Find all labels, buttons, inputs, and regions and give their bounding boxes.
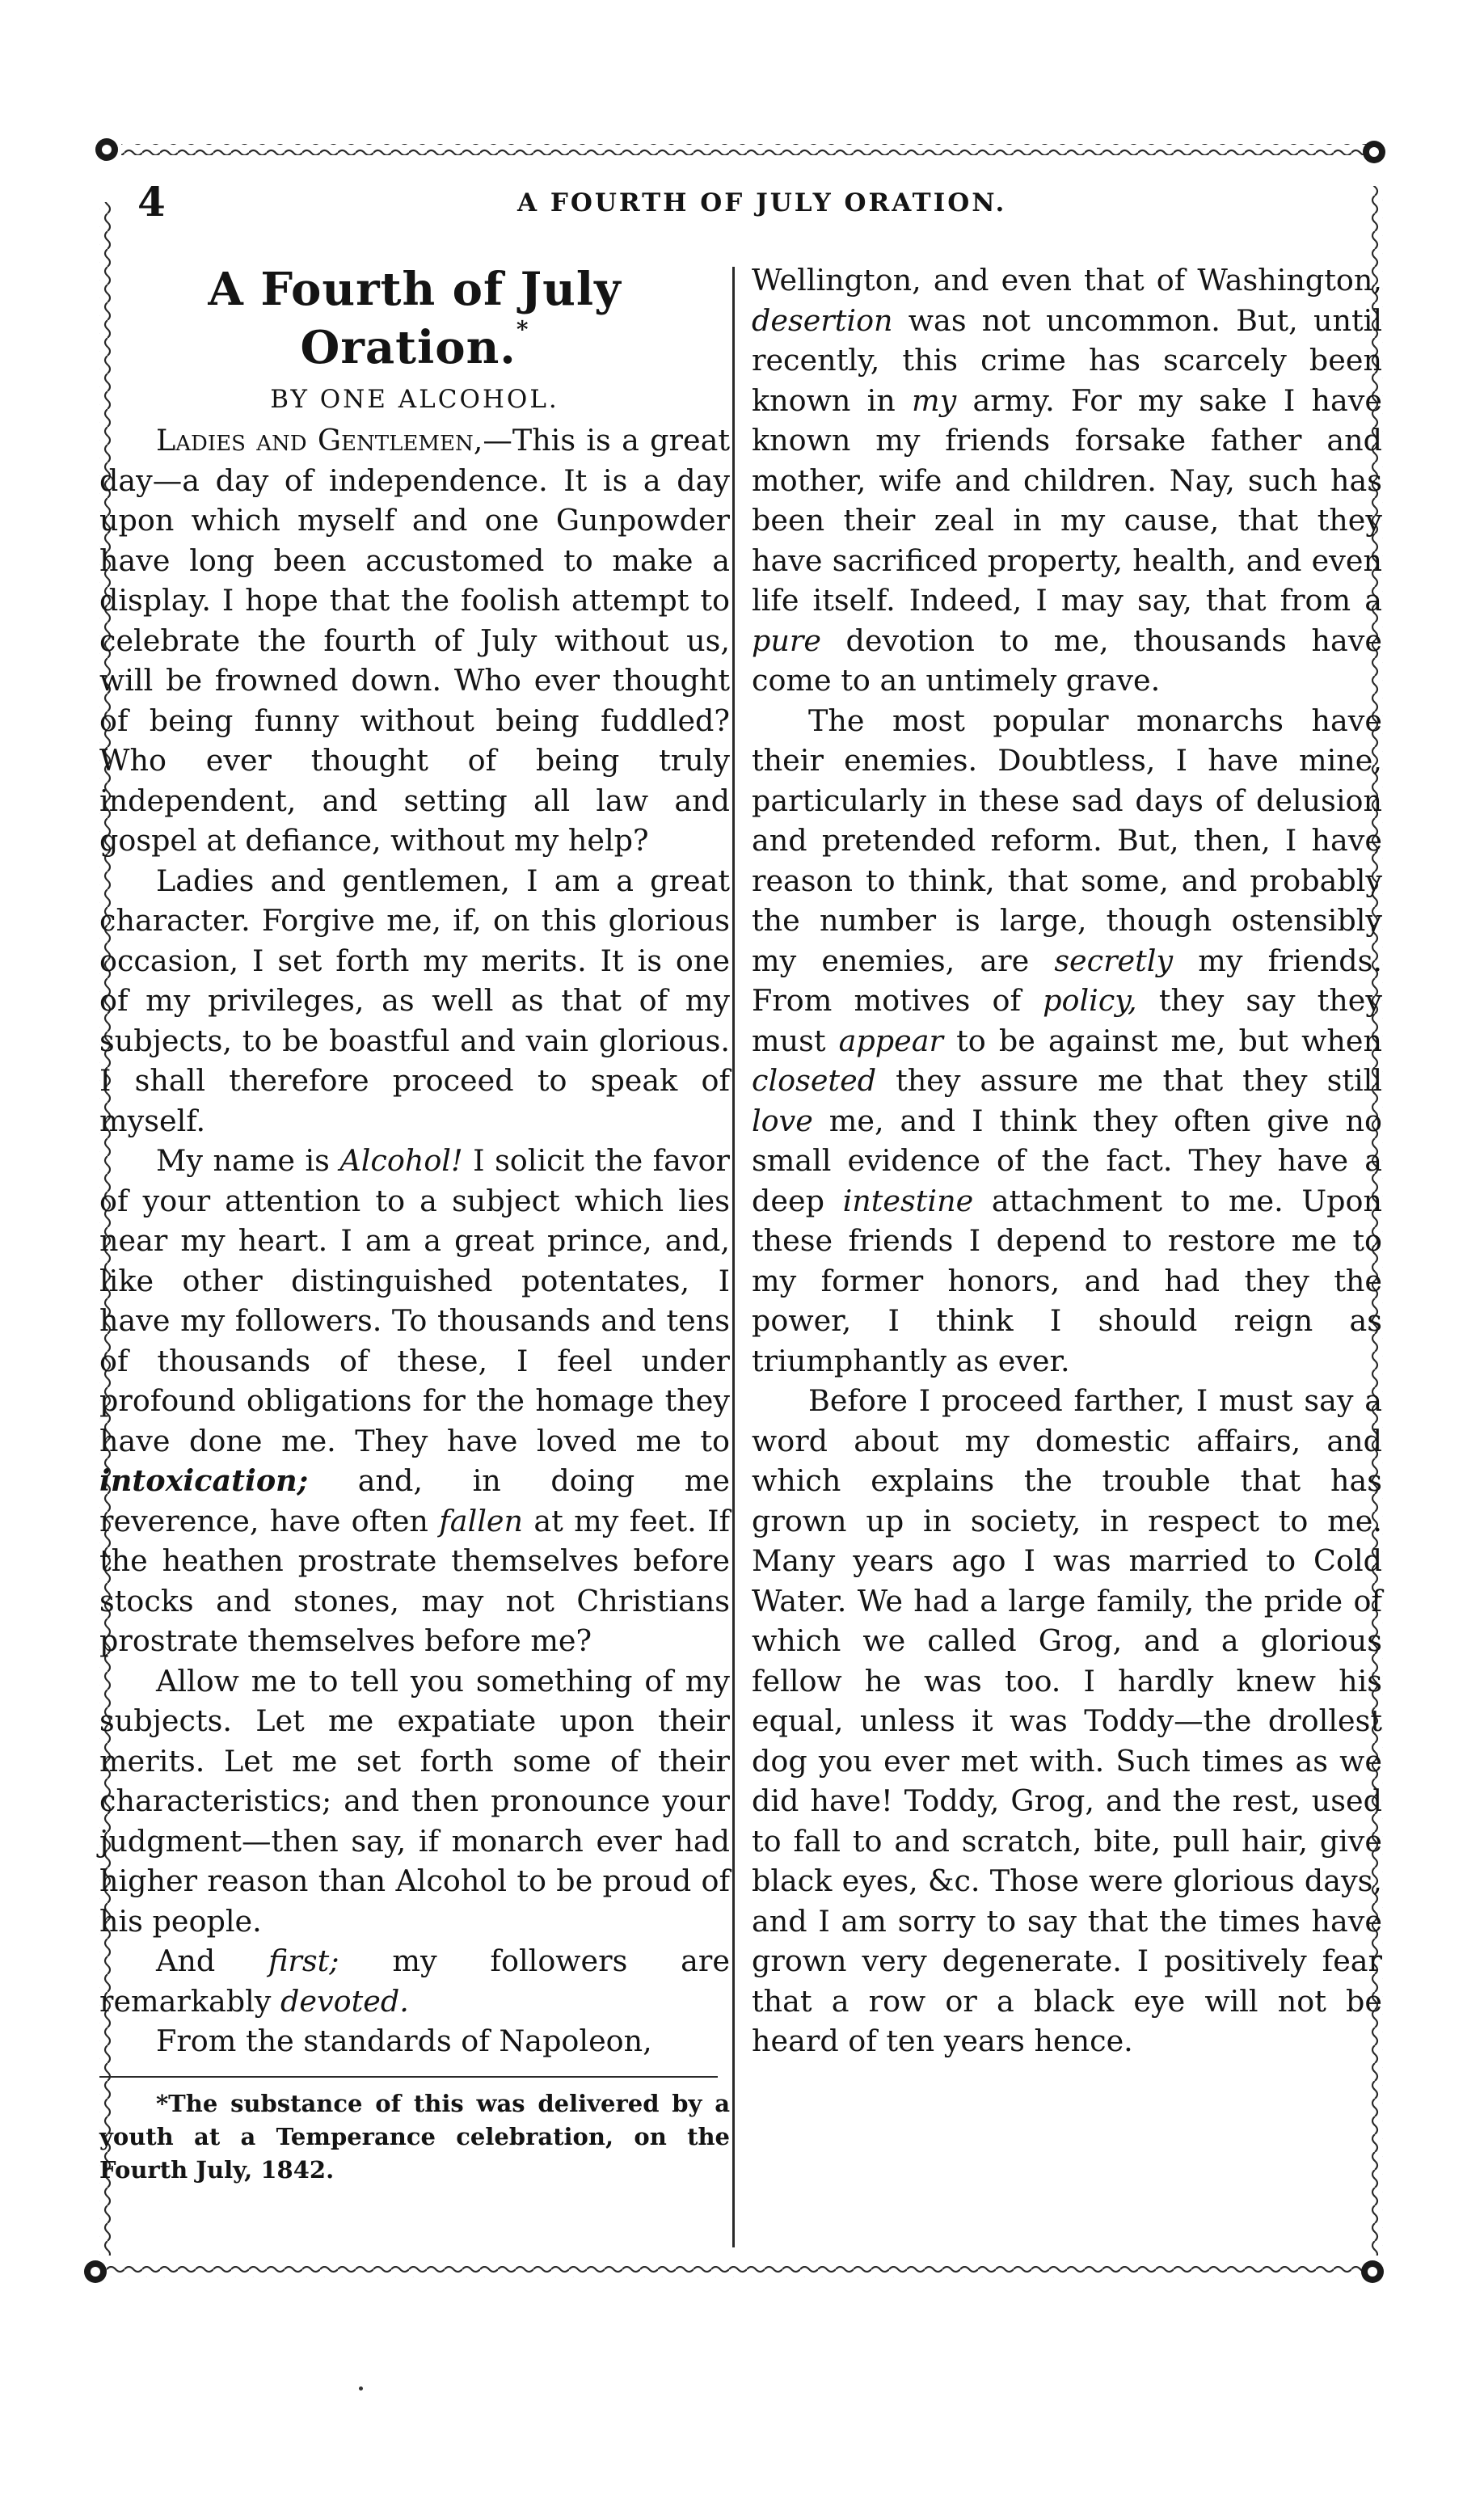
page-number: 4: [137, 178, 166, 226]
p6-part-c: army. For my sake I have known my friends forsake father and mother, wife and children. Nay, such has been their zeal in my cause, that they have sacrificed property, health, and even life itself. Indeed, I may say, that from a: [752, 382, 1382, 618]
paragraph-7: [752, 701, 1382, 1382]
border-bottom: [103, 2266, 1364, 2277]
p6-part-d: devotion to me, thousands have come to an untimely grave.: [752, 622, 1382, 698]
column-right: [752, 260, 1382, 2061]
p6-part-b: was not uncommon. But, until recently, this crime has scarcely been known in: [752, 302, 1382, 418]
p3-part-a: My name is: [156, 1143, 340, 1178]
paragraph-6-continued: [752, 260, 1382, 701]
paragraph-1-text: —This is a great day—a day of independence. It is a day upon which myself and one Gunpowder have long been accustomed to make a display. I hope that the foolish attempt to celebrate the fourth of July without us, will be frowned down. Who ever thought of being funny without being fuddled? Who ever thought of being truly independent, and setting all law and gospel at defiance, without my help?: [99, 423, 730, 858]
running-title: A FOURTH OF JULY ORATION.: [517, 188, 1007, 217]
p3-part-d: at my feet. If the heathen prostrate themselves before stocks and stones, may not Christians prostrate themselves before me?: [99, 1503, 730, 1658]
p6-desertion: desertion: [752, 302, 893, 338]
p5-devoted: devoted.: [280, 1983, 409, 2019]
p7-part-b: my friends. From motives of: [752, 943, 1383, 1018]
paragraph-2: Ladies and gentlemen, I am a great character. Forgive me, if, on this glorious occasion, I set forth my merits. It is one of my privileges, as well as that of my subjects, to be boastful and vain glorious. I shall therefore proceed to speak of myself.: [99, 863, 730, 1138]
p7-closeted: closeted: [752, 1063, 877, 1098]
p6-pure: pure: [752, 622, 821, 658]
p7-secretly: secretly: [1054, 943, 1174, 978]
corner-ornament-bottom-right: [1361, 2260, 1384, 2283]
p5-part-b: my followers are remarkably: [99, 1943, 730, 2019]
corner-ornament-top-left: [95, 138, 118, 161]
p7-love: love: [752, 1103, 813, 1138]
p7-part-e: they assure me that they still: [876, 1063, 1382, 1098]
column-left: [99, 260, 730, 2187]
p7-appear: appear: [838, 1023, 943, 1058]
p7-part-g: attachment to me. Upon these friends I depend to restore me to my former honors, and had they the power, I think I should reign as triumphantly as ever.: [752, 1183, 1382, 1378]
p7-intestine: intestine: [842, 1183, 974, 1218]
corner-ornament-top-right: [1363, 141, 1385, 163]
p3-alcohol: Alcohol!: [339, 1143, 463, 1178]
p7-part-a: The most popular monarchs have their enemies. Doubtless, I have mine, particularly in these sad days of delusion and pretended reform. But, then, I have reason to think, that some, and probably the number is large, though ostensibly my enemies, are: [752, 703, 1382, 978]
border-top: [121, 144, 1366, 155]
stray-ink-mark: [359, 2386, 363, 2391]
footnote-rule: [99, 2076, 718, 2078]
p7-part-d: to be against me, but when: [942, 1023, 1383, 1058]
p3-part-b: I solicit the favor of your attention to a subject which lies near my heart. I am a great prince, and, like other distinguished potentates, I have my followers. To thousands and tens of thousands of these, I feel under profound obligations for the homage they have done me. They have loved me to: [99, 1143, 730, 1458]
paragraph-1: [99, 420, 730, 861]
article-title-text: A Fourth of July Oration.: [208, 263, 622, 374]
column-divider: [732, 267, 735, 2247]
title-footnote-marker: *: [516, 316, 529, 343]
paragraph-8: Before I proceed farther, I must say a word about my domestic affairs, and which explains the trouble that has grown up in society, in respect to me. Many years ago I was married to Cold Water. We had a large family, the pride of which we called Grog, and a glorious fellow he was too. I hardly knew his equal, unless it was Toddy—the drollest dog you ever met with. Such times as we did have! Toddy, Grog, and the rest, used to fall to and scratch, bite, pull hair, give black eyes, &c. Those were glorious days, and I am sorry to say that the times have grown very degenerate. I positively fear that a row or a black eye will not be heard of ten years hence.: [752, 1383, 1382, 2058]
corner-ornament-bottom-left: [84, 2260, 107, 2283]
salutation: Ladies and Gentlemen,: [156, 423, 483, 458]
paragraph-4: Allow me to tell you something of my subjects. Let me expatiate upon their merits. Let me set forth some of their characteristics; and then pronounce your judgment—then say, if monarch ever had higher reason than Alcohol to be proud of his people.: [99, 1663, 730, 1939]
paragraph-3: [99, 1141, 730, 1661]
paragraph-6-start: From the standards of Napoleon,: [156, 2023, 652, 2058]
p3-intoxication: intoxication;: [99, 1463, 309, 1498]
article-title: [99, 260, 730, 377]
p5-part-a: And: [156, 1943, 269, 1978]
byline: BY ONE ALCOHOL.: [270, 385, 559, 414]
p6-my: my: [912, 382, 957, 418]
p6-part-a: Wellington, and even that of Washington,: [752, 263, 1382, 298]
p7-policy: policy,: [1043, 983, 1137, 1018]
p7-part-f: me, and I think they often give no small evidence of the fact. They have a deep: [752, 1103, 1382, 1218]
footnote: *The substance of this was delivered by a youth at a Temperance celebration, on the Fourth July, 1842.: [99, 2089, 730, 2184]
paragraph-5: [99, 1941, 730, 2021]
p3-fallen: fallen: [439, 1503, 524, 1538]
p7-part-c: they say they must: [752, 983, 1383, 1058]
p5-first: first;: [268, 1943, 339, 1978]
p3-part-c: and, in doing me reverence, have often: [99, 1463, 730, 1538]
